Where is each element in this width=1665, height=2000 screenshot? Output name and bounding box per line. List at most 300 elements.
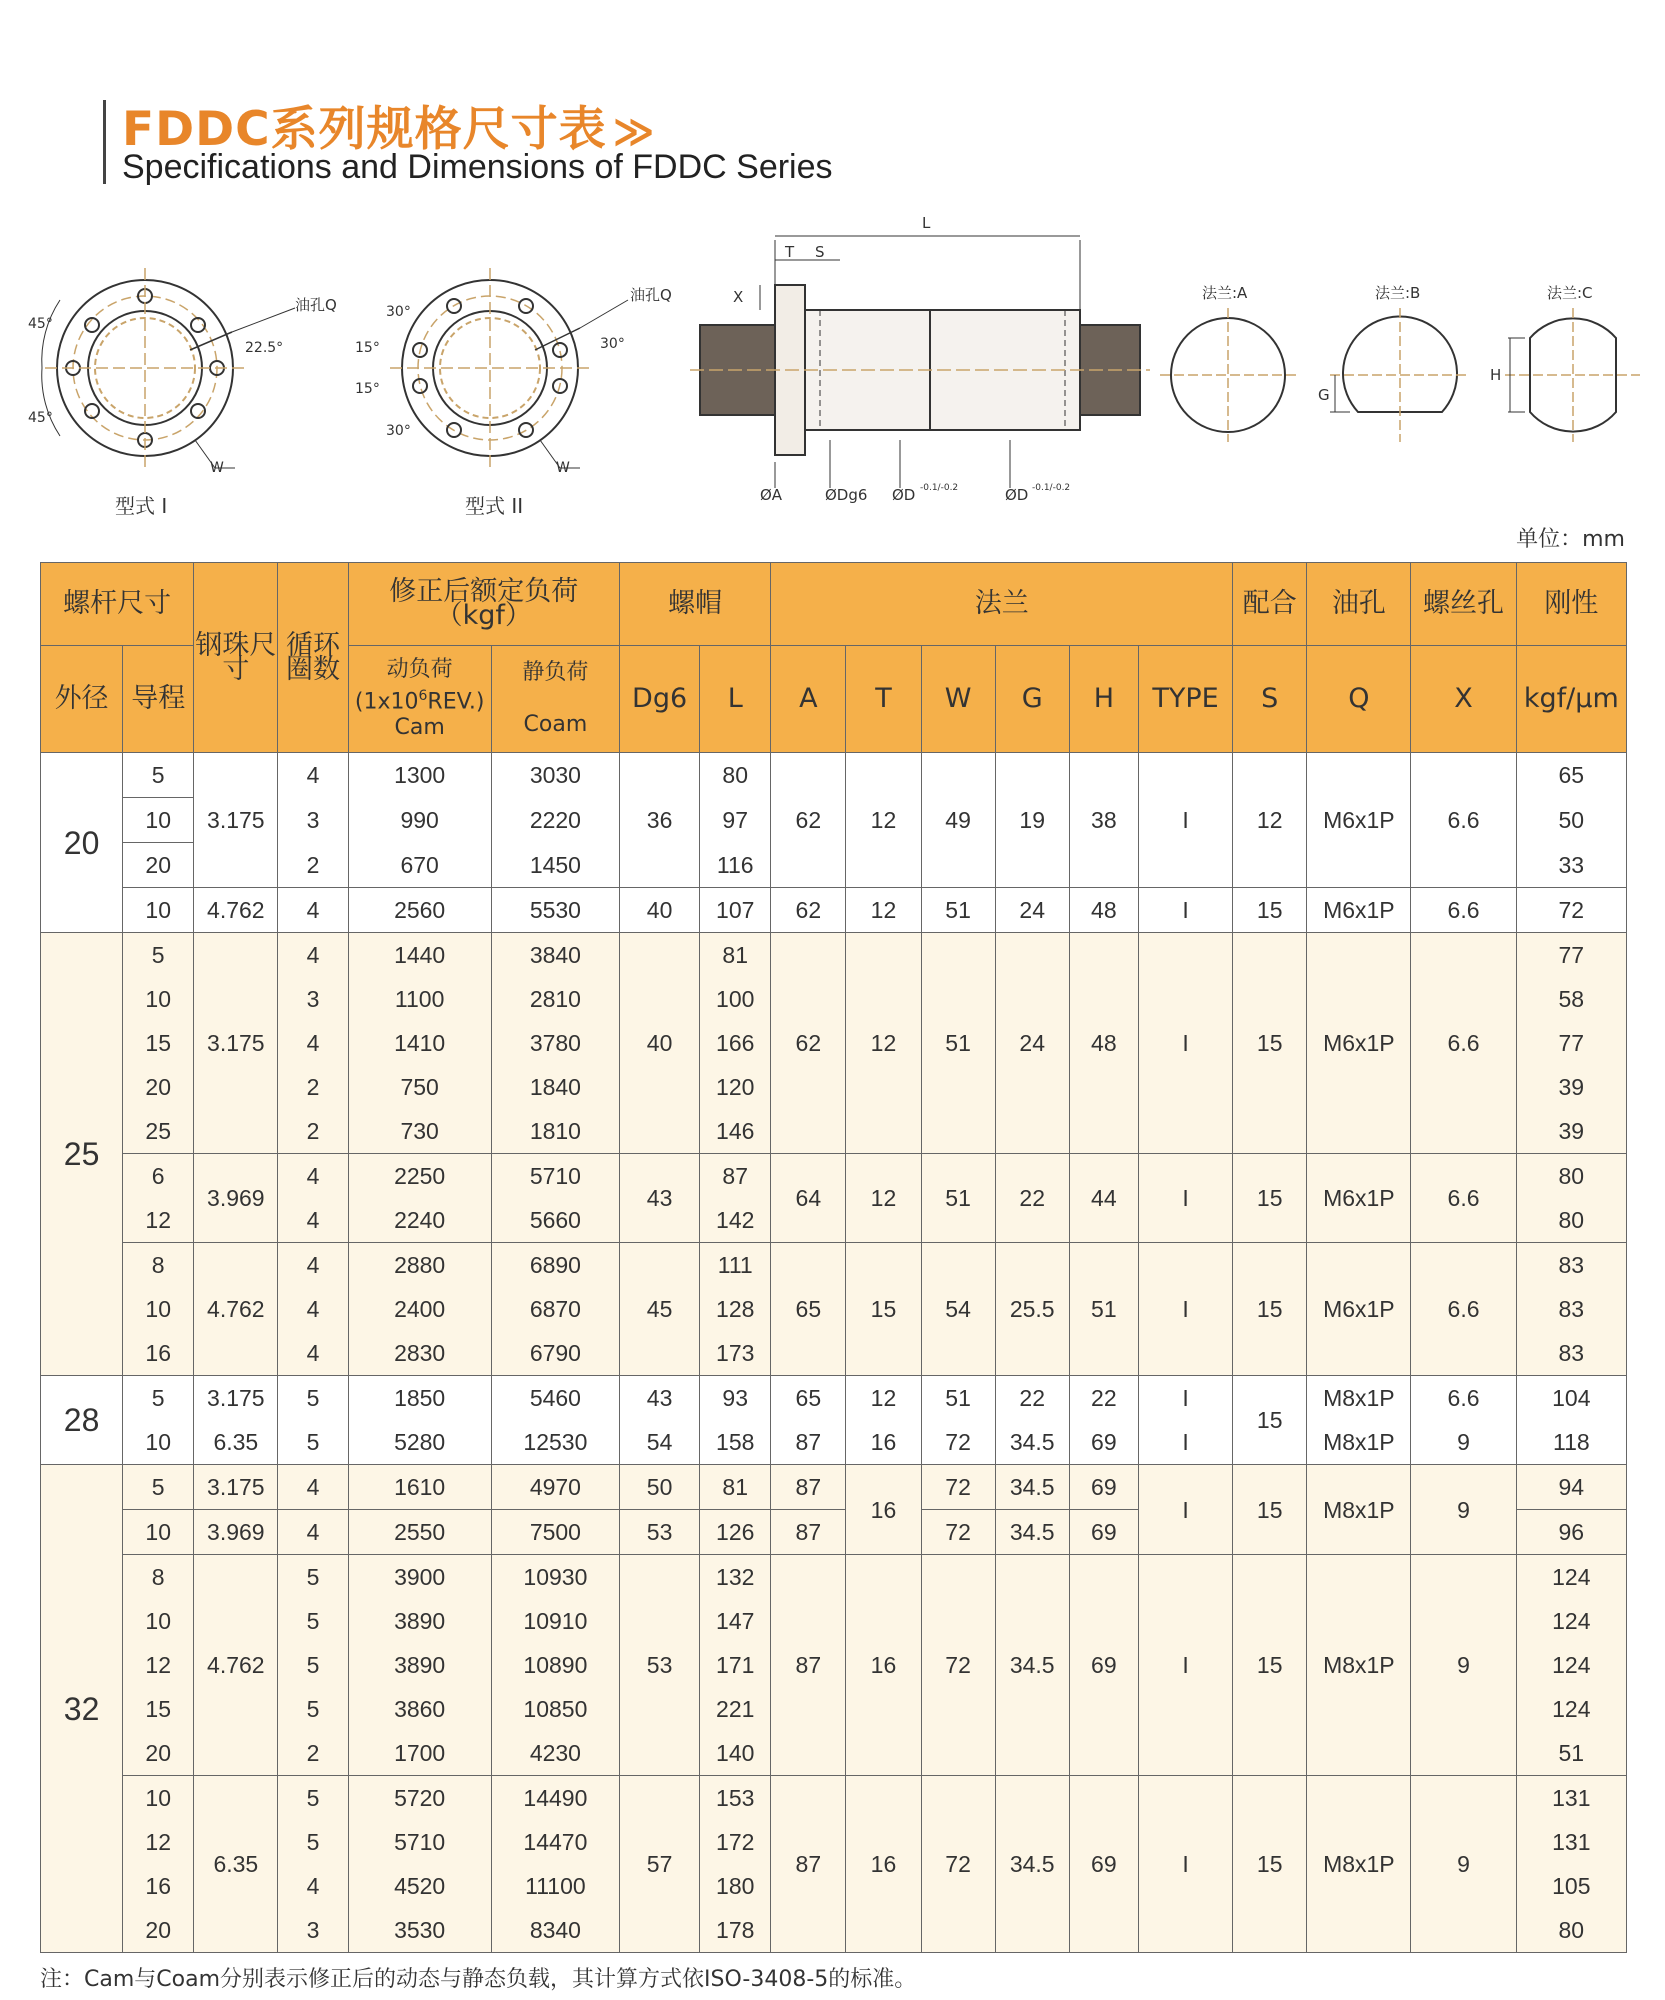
- cell-ball: 4.762: [194, 1555, 278, 1776]
- cell-stiffness: 80: [1516, 1908, 1626, 1953]
- cell-stiffness: 96: [1516, 1510, 1626, 1555]
- cell-t: 16: [846, 1420, 921, 1465]
- cell-lead: 20: [123, 1908, 194, 1953]
- cell-coam: 2810: [491, 977, 619, 1021]
- cell-h: 51: [1069, 1243, 1138, 1376]
- cell-lead: 6: [123, 1154, 194, 1199]
- unit-label: 单位：mm: [1516, 527, 1625, 552]
- cell-a: 87: [771, 1510, 846, 1555]
- table-row: [41, 1776, 1627, 1821]
- cell-l: 153: [700, 1776, 771, 1821]
- oil-hole-label-2: 油孔Q: [630, 286, 672, 304]
- cell-lead: 10: [123, 1510, 194, 1555]
- cell-type: I: [1138, 1376, 1232, 1421]
- cell-cam: 1100: [348, 977, 491, 1021]
- cell-dg6: 45: [620, 1243, 700, 1376]
- cell-l: 107: [700, 888, 771, 933]
- cell-stiffness: 124: [1516, 1643, 1626, 1687]
- cell-l: 132: [700, 1555, 771, 1600]
- type-2-label: 型式 II: [465, 494, 524, 518]
- col-type: TYPE: [1138, 646, 1232, 753]
- cell-turns: 3: [278, 977, 348, 1021]
- angle-label: 15°: [355, 381, 380, 397]
- table-row: [41, 933, 1627, 978]
- group-od-28: [41, 1376, 1627, 1465]
- angle-label: 30°: [386, 423, 411, 439]
- col-g: G: [995, 646, 1069, 753]
- col-stiffness: 刚性: [1516, 563, 1626, 646]
- cell-l: 166: [700, 1021, 771, 1065]
- cell-cam: 670: [348, 843, 491, 888]
- col-t: T: [846, 646, 921, 753]
- w-label: W: [556, 460, 570, 476]
- cell-type: I: [1138, 888, 1232, 933]
- cell-s: 15: [1233, 933, 1307, 1154]
- cell-g: 34.5: [995, 1420, 1069, 1465]
- cell-cam: 1300: [348, 753, 491, 798]
- cell-q: M8x1P: [1307, 1420, 1411, 1465]
- cell-type: I: [1138, 1420, 1232, 1465]
- col-nut-l: L: [700, 646, 771, 753]
- cell-lead: 16: [123, 1864, 194, 1908]
- dim-s-label: S: [815, 243, 825, 261]
- cell-s: 15: [1233, 1243, 1307, 1376]
- cell-stiffness: 65: [1516, 753, 1626, 798]
- cell-coam: 7500: [491, 1510, 619, 1555]
- cell-l: 120: [700, 1065, 771, 1109]
- col-circuits: 循环圈数: [278, 563, 348, 753]
- cell-cam: 2240: [348, 1198, 491, 1243]
- cell-cam: 2550: [348, 1510, 491, 1555]
- cell-cam: 1850: [348, 1376, 491, 1421]
- cell-coam: 4230: [491, 1731, 619, 1776]
- dim-h-label: H: [1490, 366, 1502, 384]
- cell-s: 15: [1233, 1555, 1307, 1776]
- cell-stiffness: 131: [1516, 1820, 1626, 1864]
- col-x: X: [1411, 646, 1516, 753]
- cell-stiffness: 50: [1516, 798, 1626, 843]
- cell-coam: 5460: [491, 1376, 619, 1421]
- table-row: [41, 1376, 1627, 1421]
- cell-g: 34.5: [995, 1465, 1069, 1510]
- cell-turns: 4: [278, 888, 348, 933]
- cell-lead: 10: [123, 1599, 194, 1643]
- cell-w: 72: [921, 1465, 995, 1510]
- cell-a: 65: [771, 1243, 846, 1376]
- cell-lead: 10: [123, 798, 194, 843]
- cell-turns: 5: [278, 1555, 348, 1600]
- table-row: [41, 1465, 1627, 1510]
- cell-a: 64: [771, 1154, 846, 1243]
- cell-ball: 3.969: [194, 1154, 278, 1243]
- cell-turns: 4: [278, 1864, 348, 1908]
- dim-g-label: G: [1318, 386, 1330, 404]
- cell-l: 128: [700, 1287, 771, 1331]
- cell-ball: 6.35: [194, 1776, 278, 1953]
- cell-l: 111: [700, 1243, 771, 1288]
- col-a: A: [771, 646, 846, 753]
- cell-l: 221: [700, 1687, 771, 1731]
- cell-turns: 2: [278, 1731, 348, 1776]
- cell-dg6: 50: [620, 1465, 700, 1510]
- cell-l: 100: [700, 977, 771, 1021]
- cell-stiffness: 39: [1516, 1065, 1626, 1109]
- cell-coam: 3030: [491, 753, 619, 798]
- cell-t: 15: [846, 1243, 921, 1376]
- cell-t: 12: [846, 753, 921, 888]
- cell-turns: 4: [278, 1287, 348, 1331]
- cell-x: 6.6: [1411, 753, 1516, 888]
- cell-type: I: [1138, 1154, 1232, 1243]
- col-ball-size: 钢珠尺寸: [194, 563, 278, 753]
- cell-coam: 10910: [491, 1599, 619, 1643]
- col-screw-hole: 螺丝孔: [1411, 563, 1516, 646]
- cell-ball: 3.969: [194, 1510, 278, 1555]
- cell-g: 34.5: [995, 1510, 1069, 1555]
- angle-label: 45°: [28, 410, 53, 426]
- angle-label: 15°: [355, 340, 380, 356]
- cell-a: 62: [771, 888, 846, 933]
- cell-lead: 20: [123, 1065, 194, 1109]
- cell-cam: 2560: [348, 888, 491, 933]
- cell-cam: 2880: [348, 1243, 491, 1288]
- drawing-canvas: [0, 200, 1665, 530]
- dim-d1-tol: -0.1/-0.2: [920, 483, 959, 493]
- cell-l: 81: [700, 1465, 771, 1510]
- cell-lead: 12: [123, 1198, 194, 1243]
- flange-type-2-drawing: [390, 268, 628, 468]
- dim-d2-tol: -0.1/-0.2: [1032, 483, 1071, 493]
- table-row: [41, 1243, 1627, 1288]
- cell-stiffness: 124: [1516, 1555, 1626, 1600]
- cell-stiffness: 83: [1516, 1287, 1626, 1331]
- cell-stiffness: 131: [1516, 1776, 1626, 1821]
- cell-coam: 14470: [491, 1820, 619, 1864]
- cell-coam: 3780: [491, 1021, 619, 1065]
- cell-l: 178: [700, 1908, 771, 1953]
- cell-w: 51: [921, 1376, 995, 1421]
- cell-type: I: [1138, 1555, 1232, 1776]
- cell-stiffness: 77: [1516, 1021, 1626, 1065]
- cell-cam: 5280: [348, 1420, 491, 1465]
- cell-stiffness: 77: [1516, 933, 1626, 978]
- cell-x: 9: [1411, 1420, 1516, 1465]
- cell-s: 15: [1233, 1776, 1307, 1953]
- cell-ball: 3.175: [194, 1376, 278, 1421]
- cell-l: 81: [700, 933, 771, 978]
- cell-type: I: [1138, 753, 1232, 888]
- cell-turns: 4: [278, 933, 348, 978]
- flange-type-1-drawing: [42, 268, 295, 468]
- cell-l: 116: [700, 843, 771, 888]
- cell-turns: 5: [278, 1643, 348, 1687]
- cell-od: 28: [41, 1376, 123, 1465]
- cell-coam: 8340: [491, 1908, 619, 1953]
- cell-cam: 3900: [348, 1555, 491, 1600]
- cell-coam: 10890: [491, 1643, 619, 1687]
- cell-turns: 4: [278, 1154, 348, 1199]
- cell-l: 147: [700, 1599, 771, 1643]
- col-od: 外径: [41, 646, 123, 753]
- cell-cam: 2250: [348, 1154, 491, 1199]
- cell-h: 69: [1069, 1510, 1138, 1555]
- cell-g: 25.5: [995, 1243, 1069, 1376]
- cell-cam: 2400: [348, 1287, 491, 1331]
- col-nut: 螺帽: [620, 563, 771, 646]
- angle-label: 22.5°: [245, 340, 284, 356]
- cell-h: 44: [1069, 1154, 1138, 1243]
- cell-q: M8x1P: [1307, 1465, 1411, 1555]
- cell-l: 93: [700, 1376, 771, 1421]
- w-label: W: [210, 460, 224, 476]
- dim-d1-label: ØD: [892, 486, 916, 504]
- cell-turns: 4: [278, 1021, 348, 1065]
- cell-stiffness: 124: [1516, 1687, 1626, 1731]
- cell-dg6: 40: [620, 888, 700, 933]
- cell-type: I: [1138, 1465, 1232, 1555]
- cell-a: 87: [771, 1420, 846, 1465]
- cell-q: M8x1P: [1307, 1555, 1411, 1776]
- cell-cam: 3890: [348, 1599, 491, 1643]
- table-header: [41, 563, 1627, 753]
- cell-lead: 20: [123, 843, 194, 888]
- cell-cam: 5720: [348, 1776, 491, 1821]
- cell-t: 16: [846, 1555, 921, 1776]
- cell-cam: 990: [348, 798, 491, 843]
- cell-coam: 14490: [491, 1776, 619, 1821]
- cell-l: 97: [700, 798, 771, 843]
- cell-stiffness: 80: [1516, 1154, 1626, 1199]
- table-row: [41, 1420, 1627, 1465]
- cell-w: 72: [921, 1776, 995, 1953]
- cell-stiffness: 105: [1516, 1864, 1626, 1908]
- technical-drawings: [0, 200, 1665, 530]
- cell-l: 158: [700, 1420, 771, 1465]
- cell-h: 69: [1069, 1420, 1138, 1465]
- cell-l: 126: [700, 1510, 771, 1555]
- cell-w: 72: [921, 1555, 995, 1776]
- cell-turns: 2: [278, 1065, 348, 1109]
- cell-lead: 12: [123, 1643, 194, 1687]
- cell-a: 87: [771, 1555, 846, 1776]
- cell-coam: 4970: [491, 1465, 619, 1510]
- table-row: [41, 888, 1627, 933]
- cell-stiffness: 33: [1516, 843, 1626, 888]
- col-s: S: [1233, 646, 1307, 753]
- cell-a: 87: [771, 1465, 846, 1510]
- group-od-32: [41, 1465, 1627, 1953]
- cell-coam: 1810: [491, 1109, 619, 1154]
- cell-cam: 1410: [348, 1021, 491, 1065]
- cell-od: 20: [41, 753, 123, 933]
- cell-x: 6.6: [1411, 1376, 1516, 1421]
- cell-lead: 5: [123, 1376, 194, 1421]
- cell-q: M6x1P: [1307, 753, 1411, 888]
- cell-t: 12: [846, 1376, 921, 1421]
- angle-label: 30°: [600, 336, 625, 352]
- dim-l-label: L: [922, 214, 931, 232]
- cell-h: 22: [1069, 1376, 1138, 1421]
- cell-turns: 5: [278, 1599, 348, 1643]
- cell-ball: 4.762: [194, 1243, 278, 1376]
- cell-stiffness: 83: [1516, 1243, 1626, 1288]
- page-subtitle: Specifications and Dimensions of FDDC Series: [122, 148, 833, 186]
- col-static-load: 静负荷 Coam: [491, 646, 619, 753]
- cell-q: M6x1P: [1307, 933, 1411, 1154]
- cell-lead: 10: [123, 977, 194, 1021]
- cell-ball: 3.175: [194, 1465, 278, 1510]
- cell-q: M6x1P: [1307, 888, 1411, 933]
- cell-type: I: [1138, 1243, 1232, 1376]
- cell-h: 48: [1069, 888, 1138, 933]
- cell-stiffness: 72: [1516, 888, 1626, 933]
- cell-turns: 4: [278, 1243, 348, 1288]
- cell-t: 12: [846, 888, 921, 933]
- page-title: FDDC系列规格尺寸表 ≫: [122, 102, 656, 157]
- cell-cam: 750: [348, 1065, 491, 1109]
- cell-lead: 12: [123, 1820, 194, 1864]
- cell-coam: 1450: [491, 843, 619, 888]
- cell-x: 9: [1411, 1776, 1516, 1953]
- cell-turns: 5: [278, 1376, 348, 1421]
- cell-lead: 15: [123, 1021, 194, 1065]
- cell-s: 15: [1233, 1376, 1307, 1465]
- dim-d2-label: ØD: [1005, 486, 1029, 504]
- cell-lead: 10: [123, 1420, 194, 1465]
- cell-dg6: 43: [620, 1154, 700, 1243]
- cell-dg6: 53: [620, 1510, 700, 1555]
- cell-turns: 3: [278, 798, 348, 843]
- cell-stiffness: 51: [1516, 1731, 1626, 1776]
- cell-x: 6.6: [1411, 933, 1516, 1154]
- cell-l: 171: [700, 1643, 771, 1687]
- cell-dg6: 43: [620, 1376, 700, 1421]
- cell-coam: 5530: [491, 888, 619, 933]
- cell-x: 6.6: [1411, 1154, 1516, 1243]
- cell-h: 69: [1069, 1776, 1138, 1953]
- cell-t: 12: [846, 933, 921, 1154]
- cell-coam: 6790: [491, 1331, 619, 1376]
- cell-t: 12: [846, 1154, 921, 1243]
- cell-stiffness: 94: [1516, 1465, 1626, 1510]
- cell-ball: 6.35: [194, 1420, 278, 1465]
- cell-t: 16: [846, 1776, 921, 1953]
- cell-lead: 25: [123, 1109, 194, 1154]
- cell-lead: 8: [123, 1555, 194, 1600]
- cell-ball: 3.175: [194, 753, 278, 888]
- cell-coam: 1840: [491, 1065, 619, 1109]
- cell-lead: 15: [123, 1687, 194, 1731]
- cell-coam: 11100: [491, 1864, 619, 1908]
- cell-cam: 1610: [348, 1465, 491, 1510]
- cell-lead: 10: [123, 888, 194, 933]
- col-fit: 配合: [1233, 563, 1307, 646]
- cell-turns: 4: [278, 1465, 348, 1510]
- cell-g: 22: [995, 1376, 1069, 1421]
- col-screw-size: 螺杆尺寸: [41, 563, 194, 646]
- cell-coam: 2220: [491, 798, 619, 843]
- cell-g: 24: [995, 888, 1069, 933]
- type-1-label: 型式 I: [115, 494, 168, 518]
- cell-s: 15: [1233, 888, 1307, 933]
- flange-b-label: 法兰:B: [1375, 284, 1421, 302]
- spec-table: [40, 562, 1627, 1953]
- cell-lead: 8: [123, 1243, 194, 1288]
- cell-l: 142: [700, 1198, 771, 1243]
- cell-turns: 5: [278, 1687, 348, 1731]
- cell-cam: 4520: [348, 1864, 491, 1908]
- cell-s: 15: [1233, 1154, 1307, 1243]
- cell-coam: 12530: [491, 1420, 619, 1465]
- flange-c-label: 法兰:C: [1547, 284, 1593, 302]
- cell-a: 87: [771, 1776, 846, 1953]
- cell-stiffness: 80: [1516, 1198, 1626, 1243]
- cell-turns: 3: [278, 1908, 348, 1953]
- cell-l: 172: [700, 1820, 771, 1864]
- cell-stiffness: 104: [1516, 1376, 1626, 1421]
- col-q: Q: [1307, 646, 1411, 753]
- cell-h: 38: [1069, 753, 1138, 888]
- cell-q: M8x1P: [1307, 1776, 1411, 1953]
- cell-turns: 5: [278, 1420, 348, 1465]
- cell-od: 32: [41, 1465, 123, 1953]
- cell-g: 34.5: [995, 1555, 1069, 1776]
- dim-dg6-label: ØDg6: [825, 486, 868, 504]
- group-od-20: [41, 753, 1627, 933]
- flange-shape-b-drawing: [1330, 308, 1470, 442]
- cell-type: I: [1138, 1776, 1232, 1953]
- col-load: 修正后额定负荷 （kgf）: [348, 563, 619, 646]
- cell-turns: 4: [278, 753, 348, 798]
- cell-type: I: [1138, 933, 1232, 1154]
- cell-cam: 3890: [348, 1643, 491, 1687]
- cell-lead: 20: [123, 1731, 194, 1776]
- cell-od: 25: [41, 933, 123, 1376]
- cell-stiffness: 39: [1516, 1109, 1626, 1154]
- cell-l: 80: [700, 753, 771, 798]
- cell-ball: 4.762: [194, 888, 278, 933]
- cell-stiffness: 124: [1516, 1599, 1626, 1643]
- cell-x: 6.6: [1411, 888, 1516, 933]
- cell-x: 9: [1411, 1465, 1516, 1555]
- cell-l: 87: [700, 1154, 771, 1199]
- cell-l: 140: [700, 1731, 771, 1776]
- col-stiff-unit: kgf/μm: [1516, 646, 1626, 753]
- angle-label: 45°: [28, 316, 53, 332]
- flange-a-label: 法兰:A: [1202, 284, 1248, 302]
- dim-t-label: T: [785, 243, 795, 261]
- cell-turns: 5: [278, 1776, 348, 1821]
- cell-w: 51: [921, 933, 995, 1154]
- cell-coam: 6870: [491, 1287, 619, 1331]
- cell-cam: 3860: [348, 1687, 491, 1731]
- cell-turns: 2: [278, 1109, 348, 1154]
- cell-lead: 5: [123, 1465, 194, 1510]
- col-flange: 法兰: [771, 563, 1233, 646]
- nut-side-view-drawing: [690, 236, 1150, 488]
- cell-turns: 2: [278, 843, 348, 888]
- cell-h: 69: [1069, 1465, 1138, 1510]
- footnote: 注：Cam与Coam分别表示修正后的动态与静态负载，其计算方式依ISO-3408-5的标准。: [40, 1967, 917, 1992]
- col-dg6: Dg6: [620, 646, 700, 753]
- dim-a-label: ØA: [760, 486, 783, 504]
- cell-q: M6x1P: [1307, 1243, 1411, 1376]
- flange-shape-a-drawing: [1160, 308, 1296, 442]
- cell-dg6: 57: [620, 1776, 700, 1953]
- cell-cam: 1700: [348, 1731, 491, 1776]
- cell-stiffness: 58: [1516, 977, 1626, 1021]
- cell-w: 54: [921, 1243, 995, 1376]
